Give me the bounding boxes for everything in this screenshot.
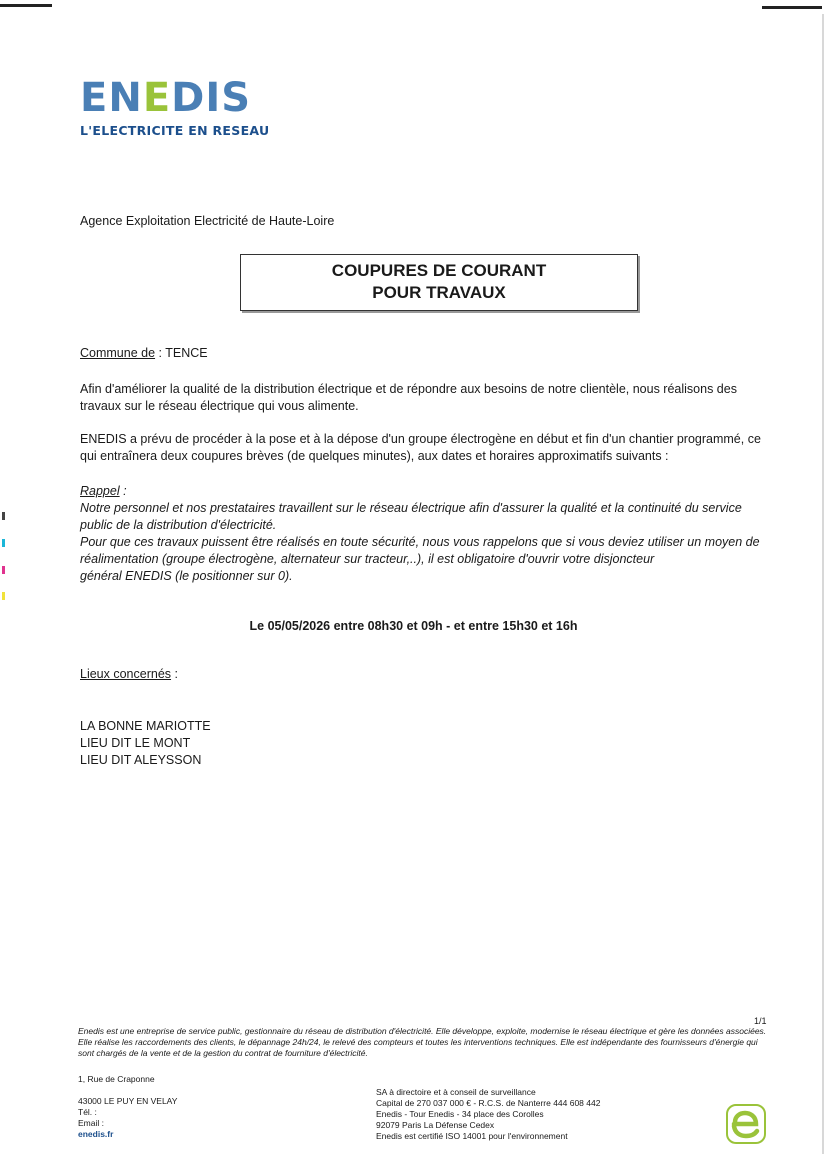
logo-tagline: L'ELECTRICITE EN RESEAU: [80, 123, 270, 138]
address-spacer: [78, 1085, 177, 1096]
scan-mark-left: [0, 4, 52, 7]
address-line: 1, Rue de Craponne: [78, 1074, 155, 1084]
logo-wordmark: ENEDIS: [80, 75, 252, 121]
rappel-text-2: Pour que ces travaux puissent être réalisés en toute sécurité, nous vous rappelons que si vous deviez utiliser un moyen de réalimentation (groupe électrogène, alternateur sur tracteur,..), il est obligatoire d'ouvrir votre disjoncteur: [80, 535, 760, 566]
website-link[interactable]: enedis.fr: [78, 1129, 114, 1139]
title-line-2: POUR TRAVAUX: [372, 283, 506, 302]
company-line: Capital de 270 037 000 € - R.C.S. de Nanterre 444 608 442: [376, 1098, 601, 1108]
outage-dates: Le 05/05/2026 entre 08h30 et 09h - et entre 15h30 et 16h: [249, 619, 578, 633]
company-line: 92079 Paris La Défense Cedex: [376, 1120, 495, 1130]
title-line-1: COUPURES DE COURANT: [331, 261, 547, 280]
scan-edge: [822, 14, 824, 1154]
enedis-symbol-icon: [726, 1104, 766, 1149]
intro-paragraph-2: ENEDIS a prévu de procéder à la pose et à la dépose d'un groupe électrogène en début et fin d'un chantier programmé, ce qui entraînera deux coupures brèves (de quelques minutes), aux dates et horaires approximatifs suivants :: [80, 432, 761, 463]
rappel-block: [80, 483, 772, 585]
page-number: 1/1: [754, 1016, 767, 1026]
color-strip-yellow: [2, 592, 5, 600]
lieux-list: [80, 718, 211, 769]
company-line: SA à directoire et à conseil de surveillance: [376, 1087, 536, 1097]
commune-label: Commune de: [80, 346, 156, 360]
color-strip-cyan: [2, 539, 5, 547]
rappel-label: Rappel: [80, 484, 120, 498]
rappel-text-1: Notre personnel et nos prestataires travaillent sur le réseau électrique afin d'assurer la qualité et la continuité du service public de la distribution d'électricité.: [80, 501, 742, 532]
commune-line: [80, 346, 208, 360]
list-item: LA BONNE MARIOTTE: [80, 719, 211, 733]
address-line: Email :: [78, 1118, 104, 1128]
scan-mark-right: [762, 6, 822, 9]
intro-paragraph-1: Afin d'améliorer la qualité de la distribution électrique et de répondre aux besoins de notre clientèle, nous réalisons des travaux sur le réseau électrique qui vous alimente.: [80, 382, 737, 413]
legal-notice: Enedis est une entreprise de service public, gestionnaire du réseau de distribution d'électricité. Elle développe, exploite, modernise le réseau électrique et gère les données associées. Elle réalise les raccordements des clients, le dépannage 24h/24, le relevé des compteurs et toutes les interventions techniques. Elle est indépendante des fournisseurs d'énergie qui sont chargés de la vente et de la gestion du contrat de fourniture d'électricité.: [78, 1026, 767, 1058]
lieux-label: Lieux concernés: [80, 667, 172, 681]
commune-sep: :: [155, 346, 166, 360]
lieux-heading: [80, 667, 178, 681]
list-item: LIEU DIT ALEYSSON: [80, 753, 202, 767]
agency-name: Agence Exploitation Electricité de Haute-Loire: [80, 214, 335, 228]
company-line: Enedis - Tour Enedis - 34 place des Corolles: [376, 1109, 544, 1119]
rappel-text-3: général ENEDIS (le positionner sur 0).: [80, 569, 293, 583]
notice-title: [240, 254, 638, 311]
list-item: LIEU DIT LE MONT: [80, 736, 191, 750]
lieux-colon: :: [171, 667, 178, 681]
rappel-colon: :: [119, 484, 127, 498]
address-left: [78, 1074, 177, 1140]
enedis-logo: [80, 76, 269, 138]
color-strip-black: [2, 512, 5, 520]
address-line: Tél. :: [78, 1107, 97, 1117]
address-right: [376, 1087, 600, 1142]
company-line: Enedis est certifié ISO 14001 pour l'environnement: [376, 1131, 568, 1141]
commune-value: TENCE: [165, 346, 208, 360]
color-strip-magenta: [2, 566, 5, 574]
address-line: 43000 LE PUY EN VELAY: [78, 1096, 178, 1106]
